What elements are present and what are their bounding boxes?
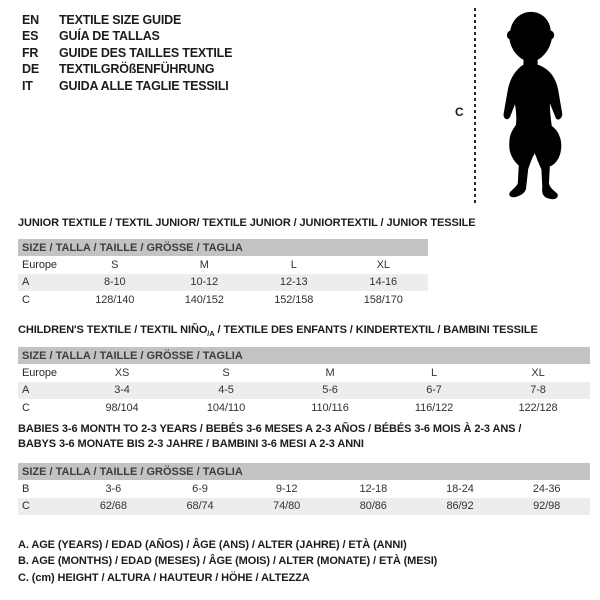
table-row: [18, 256, 428, 274]
language-line-en: [22, 12, 232, 28]
junior-size-table: [18, 239, 428, 309]
cell: 98/104: [105, 401, 139, 414]
cell: L: [430, 366, 438, 379]
row-label: C: [22, 401, 30, 414]
cell: 86/92: [446, 500, 474, 513]
size-header-bar: SIZE / TALLA / TAILLE / GRÖSSE / TAGLIA: [18, 463, 590, 480]
language-title: TEXTILGRÖßENFÜHRUNG: [59, 62, 215, 77]
section-title-babies: [18, 422, 521, 452]
cell: 68/74: [186, 500, 214, 513]
row-label: Europe: [22, 258, 57, 271]
language-line-it: [22, 78, 232, 94]
cell: XL: [531, 366, 545, 379]
section-title-line2: BABYS 3-6 MONATE BIS 2-3 JAHRE / BAMBINI 3-6 MESI A 2-3 ANNI: [18, 438, 364, 450]
cell: 5-6: [322, 384, 338, 397]
legend-notes: [18, 537, 437, 586]
cell: M: [199, 258, 209, 271]
cell: S: [111, 258, 119, 271]
cell: 10-12: [190, 276, 219, 289]
children-size-table: [18, 347, 590, 417]
cell: 7-8: [530, 384, 546, 397]
section-title-text: / TEXTILE DES ENFANTS / KINDERTEXTIL / BAMBINI TESSILE: [214, 324, 538, 336]
cell: 158/170: [363, 293, 403, 306]
section-title-children: [18, 323, 538, 341]
language-line-fr: [22, 45, 232, 61]
cell: 92/98: [533, 500, 561, 513]
cell: XS: [114, 366, 130, 379]
table-row: [18, 498, 590, 516]
language-code: EN: [22, 13, 39, 27]
section-title-text: CHILDREN'S TEXTILE / TEXTIL NIÑO: [18, 324, 208, 336]
cell: 128/140: [95, 293, 135, 306]
cell: 110/116: [311, 401, 349, 414]
legend-note-a: A. AGE (YEARS) / EDAD (AÑOS) / ÂGE (ANS) / ALTER (JAHRE) / ETÀ (ANNI): [18, 539, 407, 551]
cell: 4-5: [218, 384, 234, 397]
cell: 74/80: [273, 500, 301, 513]
cell: 80/86: [359, 500, 387, 513]
section-title-junior: [18, 216, 476, 231]
row-label: A: [22, 276, 30, 289]
cell: 8-10: [103, 276, 126, 289]
language-code: FR: [22, 45, 39, 60]
cell: 6-7: [426, 384, 442, 397]
cell: XL: [376, 258, 390, 271]
language-code: DE: [22, 62, 39, 77]
cell: 6-9: [192, 482, 208, 495]
cell: 24-36: [532, 482, 561, 495]
legend-note-b: B. AGE (MONTHS) / EDAD (MESES) / ÂGE (MOIS) / ALTER (MONATE) / ETÀ (MESI): [18, 555, 438, 568]
row-label: C: [22, 293, 30, 306]
cell: 116/122: [414, 401, 454, 414]
legend-note-c: C. (cm) HEIGHT / ALTURA / HAUTEUR / HÖHE / ALTEZZA: [18, 571, 310, 584]
cell: 3-4: [114, 384, 130, 397]
section-title-text: JUNIOR TEXTILE / TEXTIL JUNIOR/ TEXTILE JUNIOR / JUNIORTEXTIL / JUNIOR TESSILE: [18, 217, 476, 229]
cell: 3-6: [105, 482, 122, 495]
cell: S: [222, 366, 230, 379]
size-header-bar: SIZE / TALLA / TAILLE / GRÖSSE / TAGLIA: [18, 239, 428, 256]
cell: L: [290, 258, 297, 271]
section-title-line1: BABIES 3-6 MONTH TO 2-3 YEARS / BEBÉS 3-6 MESES A 2-3 AÑOS / BÉBÉS 3-6 MOIS À 2-3 ANS /: [18, 423, 522, 435]
language-title: GUÍA DE TALLAS: [59, 29, 160, 44]
language-title: TEXTILE SIZE GUIDE: [59, 13, 182, 27]
table-row: [18, 480, 590, 498]
row-label: C: [22, 500, 30, 513]
language-title: GUIDA ALLE TAGLIE TESSILI: [59, 78, 229, 93]
cell: 104/110: [206, 401, 246, 414]
table-row: [18, 291, 428, 309]
table-row: [18, 399, 590, 417]
language-title: GUIDE DES TAILLES TEXTILE: [59, 45, 233, 60]
cell: 12-18: [359, 482, 388, 495]
language-title-block: [22, 12, 232, 94]
cell: 152/158: [274, 293, 314, 306]
table-row: [18, 274, 428, 292]
language-line-es: [22, 28, 232, 44]
toddler-silhouette-icon: [483, 9, 579, 207]
cell: 18-24: [446, 482, 474, 495]
row-label: B: [22, 482, 30, 495]
cell: 14-16: [369, 276, 398, 289]
row-label: A: [22, 384, 30, 397]
section-title-subscript: /A: [207, 329, 215, 339]
table-row: [18, 382, 590, 400]
table-row: [18, 364, 590, 382]
language-line-de: [22, 61, 232, 77]
cell: 9-12: [275, 482, 298, 495]
cell: 140/152: [184, 293, 224, 306]
cell: 62/68: [99, 500, 127, 513]
language-code: IT: [22, 78, 33, 93]
cell: M: [325, 366, 335, 379]
cell: 12-13: [279, 276, 308, 289]
cell: 122/128: [518, 401, 558, 414]
row-label: Europe: [22, 366, 57, 379]
babies-size-table: [18, 463, 590, 515]
height-measure-dashed-line: [474, 8, 476, 206]
language-code: ES: [22, 29, 39, 44]
size-header-bar: SIZE / TALLA / TAILLE / GRÖSSE / TAGLIA: [18, 347, 590, 364]
height-measure-label: C: [455, 105, 464, 119]
